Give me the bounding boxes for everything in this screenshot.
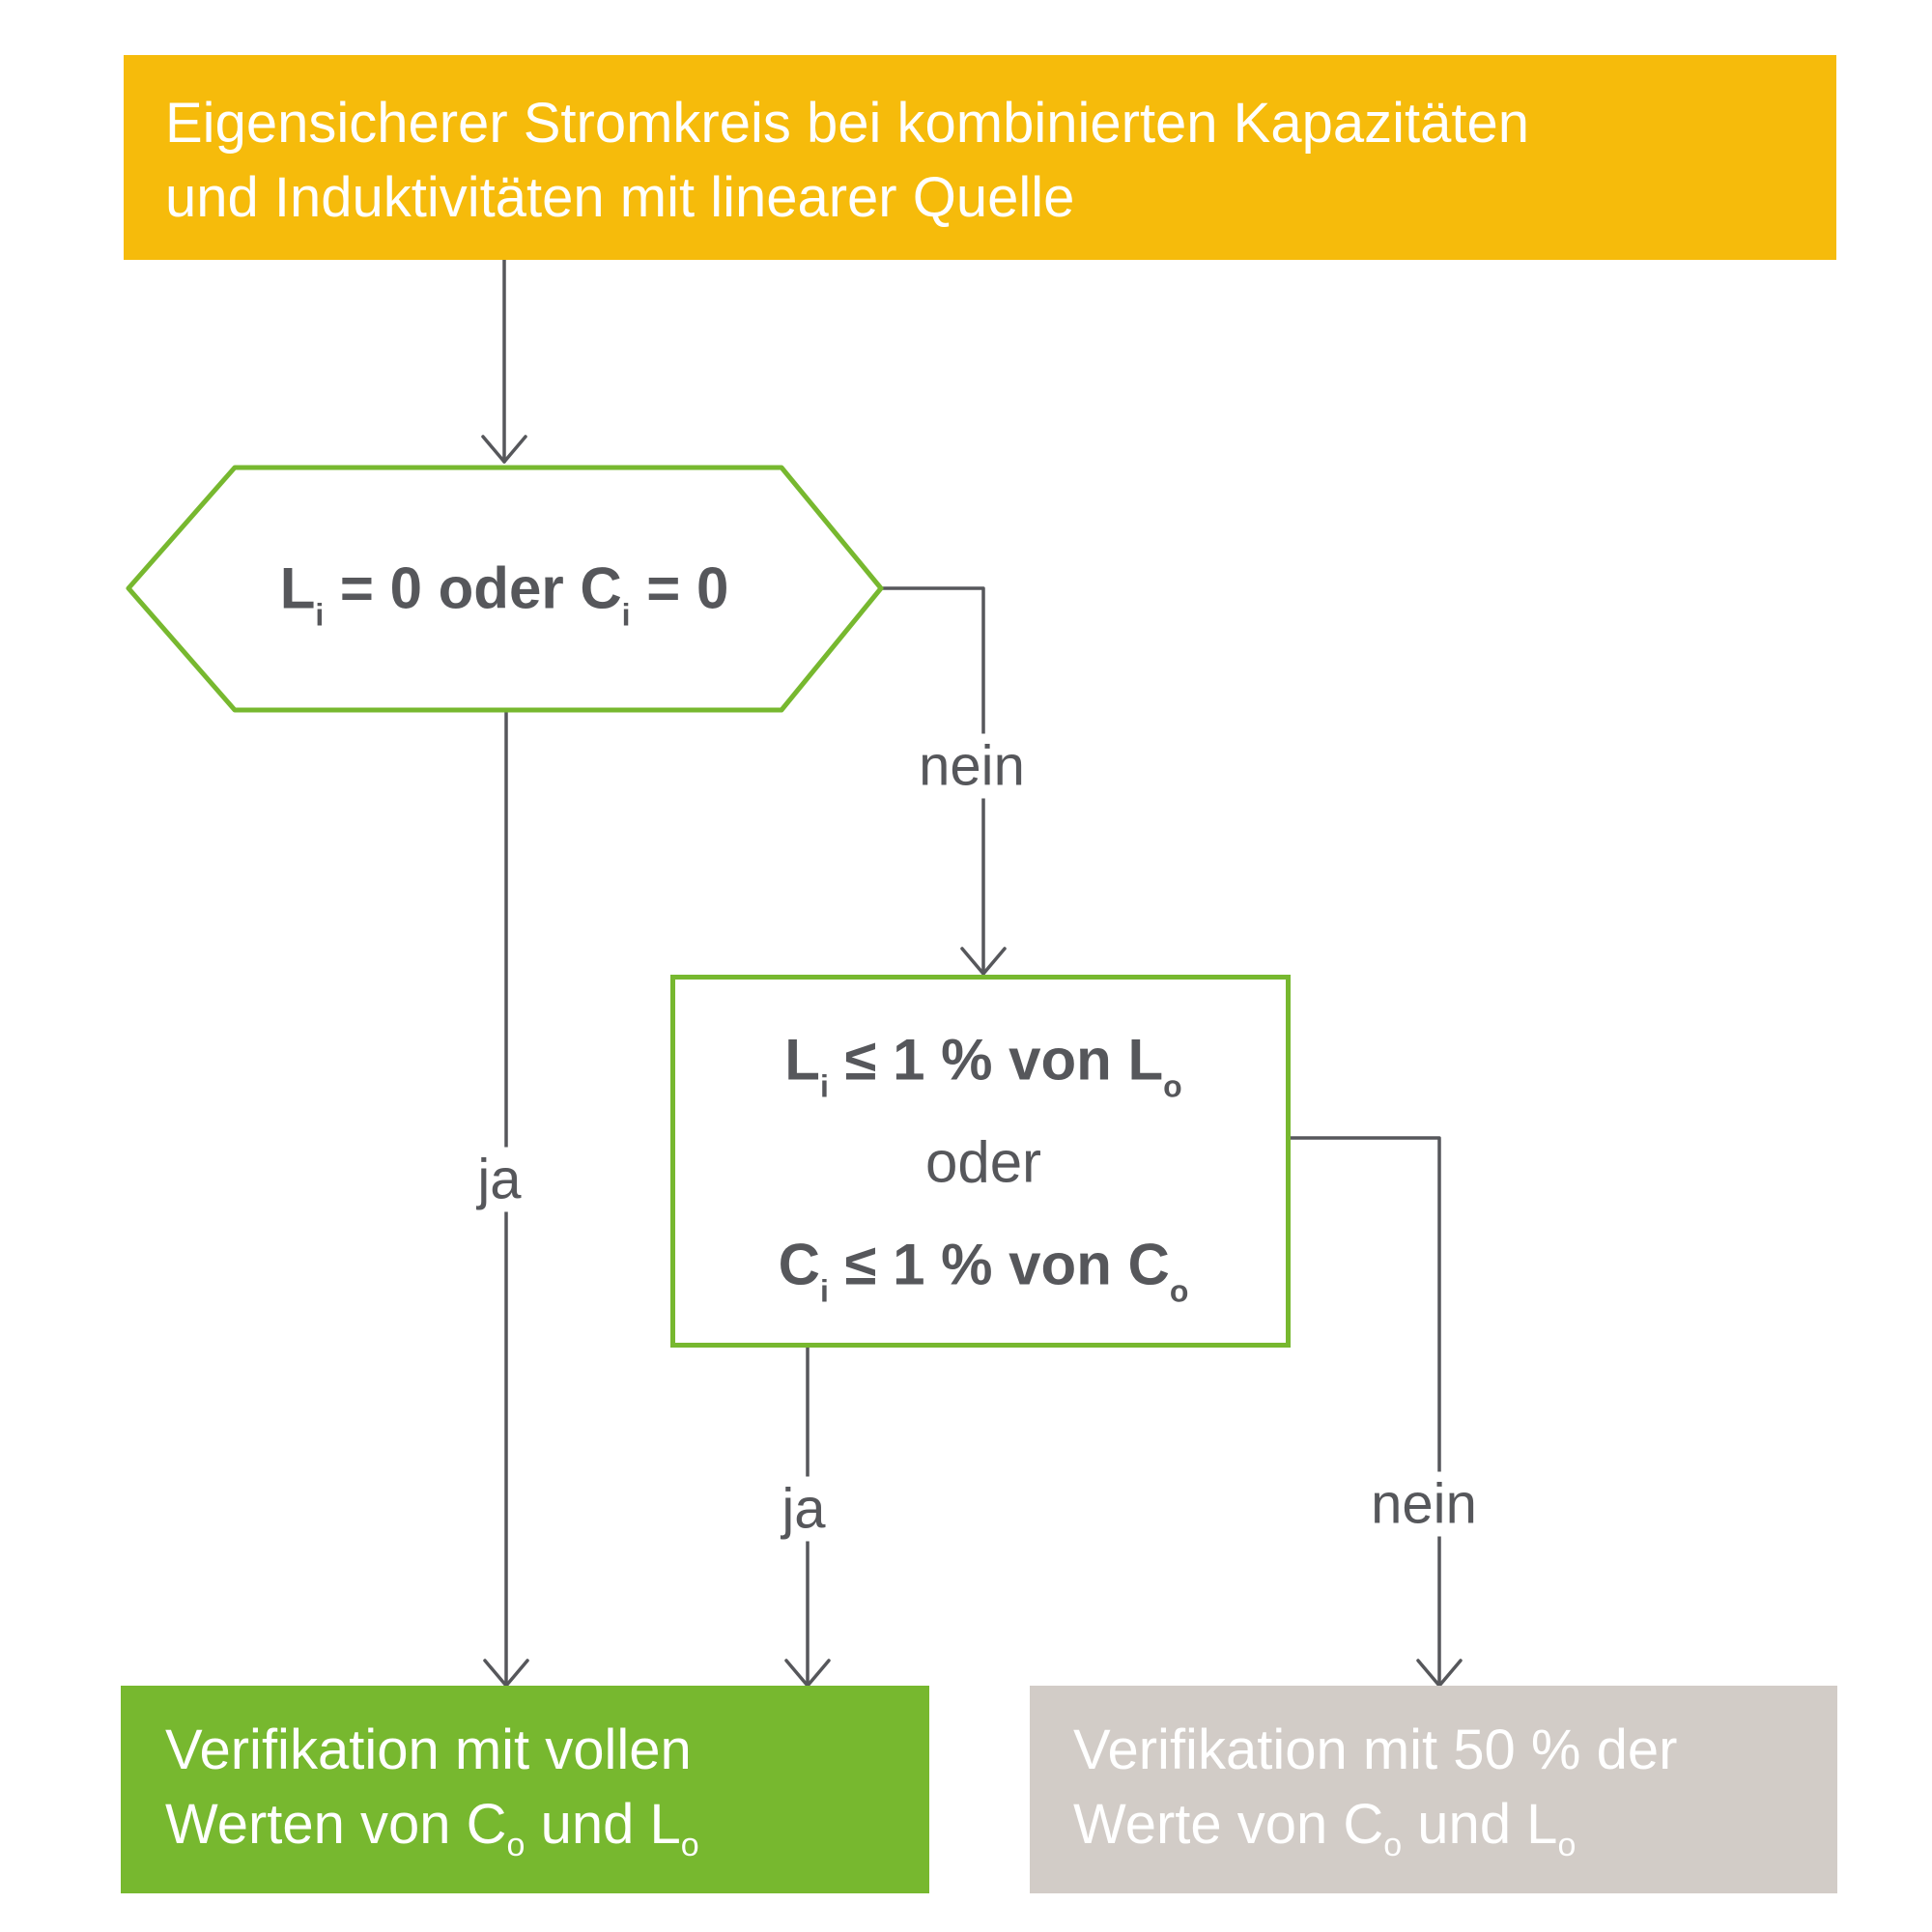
result-full-line-2: Werten von $C_o$ und $L_o$ <box>165 1793 699 1863</box>
decision2-line-2: oder <box>924 1129 1042 1195</box>
edge-label-decision1-yes: ja <box>471 1148 526 1212</box>
decision1-condition: $L_i = 0$ oder $C_i = 0$ <box>279 555 729 633</box>
result-half-values-box <box>1030 1686 1837 1893</box>
title-line-2: und Induktivitäten mit linearer Quelle <box>165 166 1075 229</box>
connector-decision2-no <box>1291 1138 1439 1686</box>
edge-label-decision2-yes: ja <box>776 1477 831 1542</box>
title-line-1: Eigensicherer Stromkreis bei kombinierten Kapazitäten <box>165 92 1530 155</box>
result-full-line-1: Verifikation mit vollen <box>165 1719 692 1781</box>
title-box <box>124 55 1836 260</box>
result-half-line-1: Verifikation mit 50 % der <box>1073 1719 1678 1781</box>
decision2-line-3: $C_i \le 1$ % von $C_o$ <box>778 1232 1189 1309</box>
edge-label-decision1-no: nein <box>913 734 1031 799</box>
edge-label-decision2-no: nein <box>1365 1472 1483 1537</box>
result-half-line-2: Werte von $C_o$ und $L_o$ <box>1073 1793 1577 1863</box>
decision2-line-1: $L_i \le 1$ % von $L_o$ <box>784 1027 1182 1104</box>
result-full-values-box <box>121 1686 929 1893</box>
